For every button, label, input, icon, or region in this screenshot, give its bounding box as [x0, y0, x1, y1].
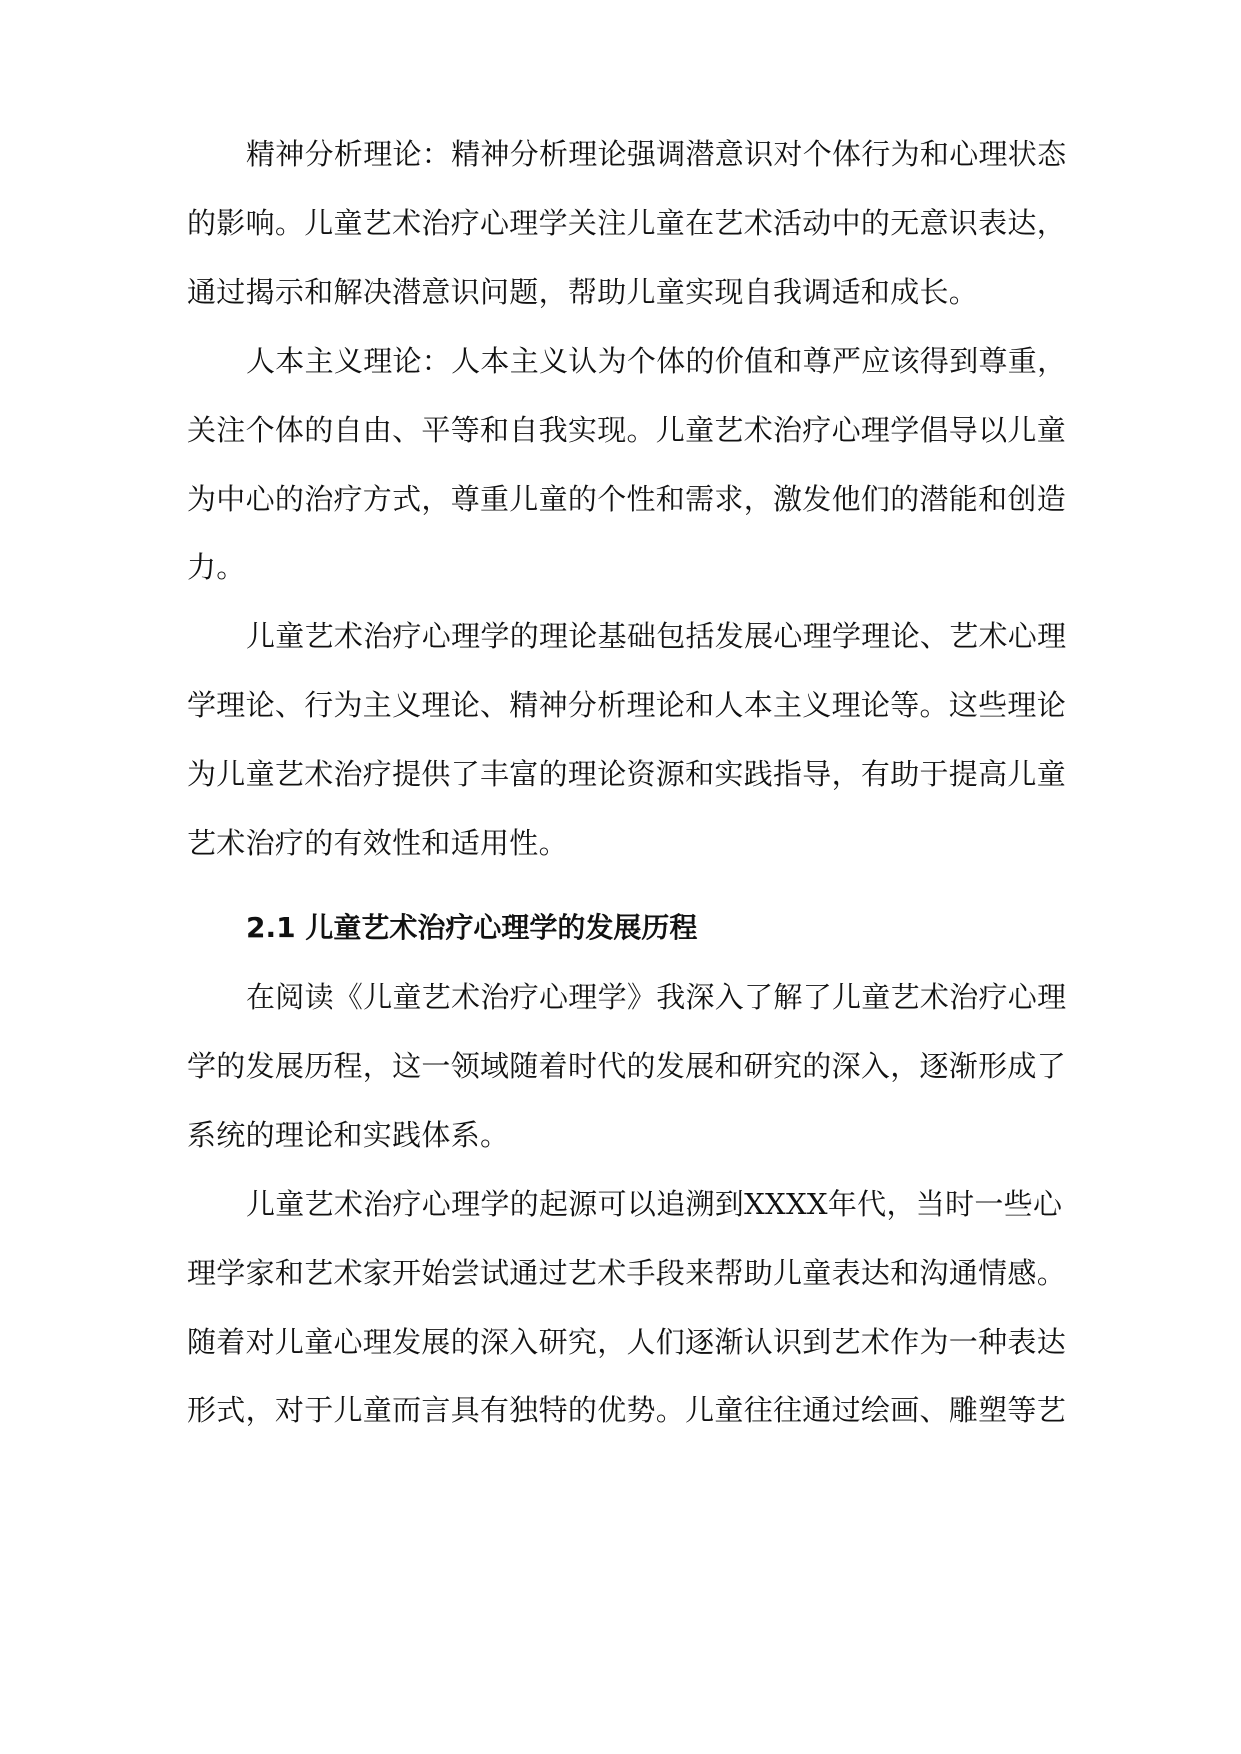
paragraph-line: 艺术治疗的有效性和适用性。	[187, 826, 568, 860]
paragraph-line: 关注个体的自由、平等和自我实现。儿童艺术治疗心理学倡导以儿童	[187, 413, 1067, 447]
paragraph-line: 系统的理论和实践体系。	[187, 1118, 510, 1152]
paragraph-line: 人本主义理论：人本主义认为个体的价值和尊严应该得到尊重，	[246, 344, 1067, 378]
paragraph-line: 在阅读《儿童艺术治疗心理学》我深入了解了儿童艺术治疗心理	[246, 980, 1067, 1014]
paragraph-line: 儿童艺术治疗心理学的理论基础包括发展心理学理论、艺术心理	[246, 619, 1067, 653]
paragraph-line: 为儿童艺术治疗提供了丰富的理论资源和实践指导，有助于提高儿童	[187, 757, 1067, 791]
paragraph-line: 的影响。儿童艺术治疗心理学关注儿童在艺术活动中的无意识表达，	[187, 206, 1067, 240]
section-heading: 2.1 儿童艺术治疗心理学的发展历程	[246, 911, 698, 944]
paragraph-line: 力。	[187, 550, 246, 584]
paragraph-line: 通过揭示和解决潜意识问题，帮助儿童实现自我调适和成长。	[187, 275, 979, 309]
paragraph-line: 精神分析理论：精神分析理论强调潜意识对个体行为和心理状态	[246, 137, 1067, 171]
paragraph-line: 儿童艺术治疗心理学的起源可以追溯到XXXX年代，当时一些心	[246, 1187, 1063, 1221]
paragraph-line: 理学家和艺术家开始尝试通过艺术手段来帮助儿童表达和沟通情感。	[187, 1256, 1067, 1290]
paragraph-line: 学的发展历程，这一领域随着时代的发展和研究的深入，逐渐形成了	[187, 1049, 1067, 1083]
paragraph-line: 随着对儿童心理发展的深入研究，人们逐渐认识到艺术作为一种表达	[187, 1325, 1067, 1359]
paragraph-line: 为中心的治疗方式，尊重儿童的个性和需求，激发他们的潜能和创造	[187, 482, 1067, 516]
paragraph-line: 学理论、行为主义理论、精神分析理论和人本主义理论等。这些理论	[187, 688, 1067, 722]
paragraph-line: 形式，对于儿童而言具有独特的优势。儿童往往通过绘画、雕塑等艺	[187, 1393, 1067, 1427]
